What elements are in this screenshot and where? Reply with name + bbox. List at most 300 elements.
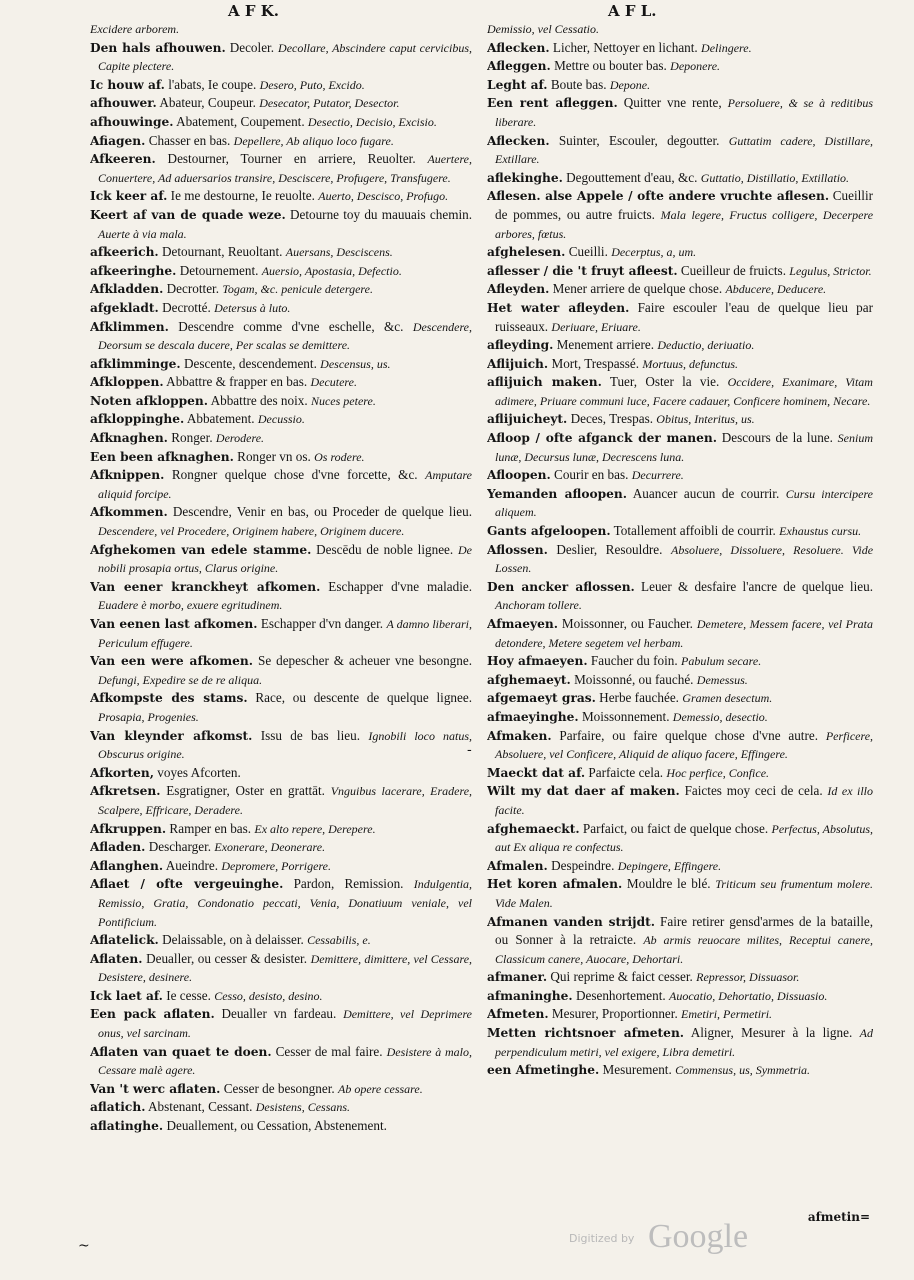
french-gloss: Aligner, Mesurer à la ligne. [690,1025,853,1041]
french-gloss: Eschapper d'vne maladie. [328,578,472,594]
dictionary-entry [90,392,472,411]
headword: aflatich. [90,1100,146,1115]
headword: afghemaeckt. [487,821,580,836]
latin-gloss: Auocatio, Dehortatio, Dissuasio. [668,988,828,1003]
dictionary-entry [487,727,873,764]
latin-gloss: Exonerare, Deonerare. [214,840,326,855]
headword: Metten richtsnoer afmeten. [487,1026,685,1041]
dictionary-entry [90,764,472,783]
french-gloss: Abstenant, Cessant. [148,1099,253,1115]
headword: aflesser / die 't fruyt afleest. [487,263,678,278]
headword: afgekladt. [90,300,159,315]
dictionary-entry [487,76,873,95]
dictionary-entry [487,336,873,355]
dictionary-entry [90,1098,472,1117]
headword: Afmaken. [487,728,552,743]
french-gloss: Abatement, Coupement. [176,113,305,129]
french-gloss: Faire retirer gensd'armes de la bataille, ou Sonner à la retraicte. [495,913,873,948]
dictionary-entry [487,1005,873,1024]
dictionary-entry [487,243,873,262]
french-gloss: Ronger. [171,430,213,446]
french-gloss: Decrotté. [162,299,211,315]
dictionary-entry [487,541,873,578]
french-gloss: Detourne toy du mauuais chemin. [289,206,472,222]
french-gloss: Ie cesse. [166,987,211,1003]
french-gloss: Esgratigner, Oster en grattāt. [166,783,325,799]
latin-gloss: Amputare aliquid forcipe. [98,468,472,501]
french-gloss: Suinter, Escouler, degoutter. [558,132,720,148]
dictionary-entry [90,299,472,318]
headword: Wilt my dat daer af maken. [487,784,680,799]
latin-gloss: Abducere, Deducere. [725,282,827,297]
french-gloss: Faictes moy ceci de cela. [684,783,823,799]
headword: een Afmetinghe. [487,1063,600,1078]
dictionary-entry [90,615,472,652]
french-gloss: Ronger vn os. [237,448,311,464]
latin-gloss: Id ex illo facite. [495,784,873,817]
headword: Aflaten van quaet te doen. [90,1044,272,1059]
headword: Aflaet / ofte vergeuinghe. [90,877,284,892]
french-gloss: Licher, Nettoyer en lichant. [552,39,698,55]
french-gloss: Delaissable, on à delaisser. [162,932,304,948]
french-gloss: Mesurer, Proportionner. [551,1006,678,1022]
headword: Aflijuich. [487,356,549,371]
latin-gloss: Gramen desectum. [682,691,773,706]
headword: Afkretsen. [90,784,161,799]
french-gloss: Courir en bas. [554,467,629,483]
dictionary-entry [487,57,873,76]
latin-gloss: Senium lunæ, Decursus lunæ, Decrescens luna. [495,431,873,464]
latin-gloss: Auersans, Desciscens. [285,245,393,260]
latin-gloss: Mortuus, defunctus. [642,356,738,371]
french-gloss: Mesurement. [602,1062,672,1078]
latin-gloss: Delingere. [701,40,752,55]
header-left: A F K. [228,2,279,20]
french-gloss: Parfaicte cela. [588,764,664,780]
headword: Ic houw af. [90,77,165,92]
dictionary-entry [487,782,873,819]
dictionary-entry [90,838,472,857]
french-gloss: Deualler vn fardeau. [221,1006,337,1022]
french-gloss: Deuallement, ou Cessation, Abstenement. [166,1118,387,1134]
latin-gloss: Desecator, Putator, Desector. [259,96,400,111]
headword: afkeeringhe. [90,263,177,278]
dictionary-entry [90,782,472,819]
latin-gloss: Defungi, Expedire se de re aliqua. [98,672,263,687]
google-watermark: Google [648,1218,749,1255]
dictionary-entry [90,280,472,299]
dictionary-entry [487,169,873,188]
french-gloss: Detournement. [179,262,259,278]
latin-gloss: Cessabilis, e. [307,933,371,948]
french-gloss: Degouttement d'eau, &c. [566,169,698,185]
latin-gloss: Euadere è morbo, exuere egritudinem. [98,598,283,613]
latin-gloss: Cursu intercipere aliquem. [495,486,873,520]
french-gloss: Parfaire, ou faire quelque chose d'vne autre. [559,727,819,743]
latin-gloss: Os rodere. [314,449,365,464]
headword: Afklimmen. [90,319,169,334]
latin-gloss: Descensus, us. [320,356,391,371]
latin-gloss: Ab opere cessare. [337,1081,423,1096]
headword: Een rent afleggen. [487,96,618,111]
headword: afmaninghe. [487,988,573,1003]
dictionary-entry [487,615,873,652]
headword: Afghekomen van edele stamme. [90,542,312,557]
latin-gloss: Ab armis reuocare milites, Receptui canere, Classicum canere, Auocare, Dehortari. [495,933,873,966]
latin-gloss: Demissio, vel Cessatio. [487,22,599,36]
french-gloss: Deslier, Resouldre. [556,541,663,557]
latin-gloss: Nuces petere. [310,393,376,408]
headword: Aflesen. alse Appele / ofte andere vruchte aflesen. [487,189,830,204]
dictionary-entry [487,94,873,131]
dictionary-entry [90,318,472,355]
french-gloss: Leuer & desfaire l'ancre de quelque lieu. [641,578,873,594]
french-gloss: l'abats, Ie coupe. [168,76,257,92]
headword: Afladen. [90,840,146,855]
dictionary-entry [90,466,472,503]
dictionary-entry [90,727,472,764]
dictionary-entry [487,820,873,857]
french-gloss: Pardon, Remission. [293,876,404,892]
french-gloss: Deces, Trespas. [570,411,653,427]
headword: Afkorten, [90,765,154,780]
headword: Van een were afkomen. [90,654,254,669]
dictionary-entry [90,820,472,839]
dictionary-entry [90,541,472,578]
headword: afmaeyinghe. [487,709,579,724]
french-gloss: Descharger. [148,839,212,855]
headword: Aflatelick. [90,933,159,948]
latin-gloss: Auerto, Descisco, Profugo. [318,189,449,204]
headword: Afmaeyen. [487,617,558,631]
latin-gloss: Depromere, Porrigere. [221,858,331,873]
header-right: A F L. [608,2,657,20]
latin-gloss: Decurrere. [631,468,684,483]
right-column [487,20,873,1230]
latin-gloss: Decerptus, a, um. [611,245,697,260]
dictionary-entry [487,187,873,243]
dictionary-entry [487,132,873,169]
headword: Afkompste des stams. [90,691,248,706]
dictionary-entry [487,466,873,485]
french-gloss: Faire escouler l'eau de quelque lieu par ruisseaux. [495,299,873,334]
latin-gloss: Decollare, Abscindere caput cervicibus, Capite plectere. [98,40,472,74]
french-gloss: Detournant, Reuoltant. [161,244,283,260]
headword: Afkloppen. [90,375,164,390]
latin-gloss: Obitus, Interitus, us. [656,412,755,427]
dictionary-entry [487,875,873,912]
dictionary-entry [487,652,873,671]
latin-gloss: Hoc perfice, Confice. [666,765,770,780]
headword: Ick keer af. [90,189,168,204]
latin-gloss: Descendere, vel Procedere, Originem habere, Originem ducere. [98,524,405,539]
latin-gloss: Commensus, us, Symmetria. [675,1063,811,1078]
french-gloss: Boute bas. [550,76,607,92]
dictionary-entry [90,243,472,262]
catchword: afmetin= [807,1210,870,1224]
dictionary-entry [487,689,873,708]
french-gloss: voyes Afcorten. [157,764,241,780]
headword: Aflossen. [487,542,548,557]
latin-gloss: Excidere arborem. [90,22,180,36]
dictionary-entry [487,485,873,522]
headword: Afiagen. [90,133,146,148]
french-gloss: Rongner quelque chose d'vne forcette, &c. [171,467,418,483]
latin-gloss: Decussio. [257,412,305,427]
headword: Van eener kranckheyt afkomen. [90,579,321,594]
french-gloss: Totallement affoibli de courrir. [613,523,776,539]
headword: afhouwinge. [90,114,174,129]
dictionary-entry [90,931,472,950]
headword: Den ancker aflossen. [487,579,635,594]
dictionary-entry [487,410,873,429]
margin-mark: ~ [78,1238,90,1254]
latin-gloss: Persoluere, & se à reditibus liberare. [495,96,873,129]
dictionary-entry [90,132,472,151]
latin-gloss: Perficere, Absoluere, vel Conficere, Aliquid de aliquo facere, Effingere. [495,728,873,762]
dictionary-entry [90,578,472,615]
digitized-by-label: Digitized by [569,1232,635,1245]
headword: Afknaghen. [90,431,168,446]
latin-gloss: Repressor, Dissuasor. [696,970,800,985]
dictionary-entry [487,39,873,58]
headword: Aflecken. [487,133,550,148]
latin-gloss: Demessus. [696,672,748,687]
latin-gloss: Cesso, desisto, desino. [214,988,323,1003]
headword: Afkladden. [90,282,164,297]
latin-gloss: Absoluere, Dissoluere, Resoluere. Vide Lossen. [495,542,873,576]
headword: Van 't werc aflaten. [90,1081,221,1096]
latin-gloss: De nobili prosapia ortus, Clarus origine. [98,542,472,576]
latin-gloss: Deriuare, Eriuare. [551,319,641,334]
latin-gloss: A damno liberari, Periculum effugere. [98,617,472,650]
latin-gloss: Exhaustus cursu. [779,524,862,539]
dictionary-entry [90,150,472,187]
dictionary-entry [90,987,472,1006]
headword: Gants afgeloopen. [487,524,611,539]
headword: Noten afkloppen. [90,393,209,408]
headword: afkeerich. [90,245,159,260]
french-gloss: Race, ou descente de quelque lignee. [255,690,472,706]
headword: Ick laet af. [90,988,163,1003]
dictionary-entry [90,1043,472,1080]
headword: afhouwer. [90,96,157,111]
latin-gloss: Demittere, dimittere, vel Cessare, Desistere, desinere. [98,951,472,985]
latin-gloss: Ignobili loco natus, Obscurus origine. [98,728,472,762]
latin-gloss: Legulus, Strictor. [789,263,872,278]
french-gloss: Abbattre des noix. [210,392,308,408]
french-gloss: Quitter vne rente, [623,95,722,111]
french-gloss: Descendre, Venir en bas, ou Proceder de quelque lieu. [172,504,472,520]
latin-gloss: Anchoram tollere. [495,598,582,613]
french-gloss: Qui reprime & faict cesser. [550,969,693,985]
latin-gloss: Auerte à via mala. [98,226,187,241]
french-gloss: Aueindre. [165,857,219,873]
french-gloss: Ie me destourne, Ie reuolte. [170,188,315,204]
headword: Hoy afmaeyen. [487,654,588,669]
dictionary-entry [487,764,873,783]
french-gloss: Parfaict, ou faict de quelque chose. [582,820,769,836]
dictionary-entry [90,1117,472,1136]
french-gloss: Moissonné, ou fauché. [574,671,694,687]
latin-gloss: Mala legere, Fructus colligere, Decerpere arbores, fœtus. [495,207,873,241]
left-column [90,20,472,1230]
french-gloss: Moissonnement. [581,708,670,724]
french-gloss: Decoler. [229,39,275,55]
headword: Afleyden. [487,282,550,297]
french-gloss: Mouldre le blé. [626,876,711,892]
latin-gloss: Desistens, Cessans. [255,1100,351,1115]
dictionary-entry [90,652,472,689]
dictionary-entry [487,578,873,615]
latin-gloss: Indulgentia, Remissio, Gratia, Condonatio peccati, Venia, Donatiuum veniale, vel Pontificium. [98,877,472,929]
french-gloss: Cueilleur de fruicts. [680,262,786,278]
headword: aflijuich maken. [487,375,602,390]
latin-gloss: Guttatim cadere, Distillare, Extillare. [495,133,873,167]
french-gloss: Mort, Trespassé. [551,355,640,371]
dictionary-entry [90,857,472,876]
french-gloss: Desenhortement. [575,987,666,1003]
latin-gloss: Pabulum secare. [681,654,762,669]
latin-gloss: Triticum seu frumentum molere. Vide Malen. [495,877,873,910]
latin-gloss: Derodere. [215,431,265,446]
french-gloss: Descente, descendement. [183,355,317,371]
dictionary-entry [487,857,873,876]
dictionary-entry [487,429,873,466]
dictionary-entry [487,987,873,1006]
french-gloss: Auancer aucun de courrir. [632,485,780,501]
dictionary-entry [487,913,873,969]
latin-gloss: Emetiri, Permetiri. [681,1007,773,1022]
headword: Leght af. [487,77,548,92]
french-gloss: Mener arriere de quelque chose. [552,281,723,297]
dictionary-entry [90,262,472,281]
french-gloss: Chasser en bas. [148,132,231,148]
dictionary-entry [487,671,873,690]
dictionary-entry [90,503,472,540]
french-gloss: Cueilli. [568,244,608,260]
french-gloss: Abbatement. [186,411,255,427]
headword: Afknippen. [90,468,165,483]
headword: aflekinghe. [487,170,563,185]
latin-gloss: Demittere, vel Deprimere onus, vel sarcinam. [98,1007,472,1041]
dictionary-entry [90,187,472,206]
headword: afghelesen. [487,245,566,260]
latin-gloss: Desectio, Decisio, Excisio. [307,114,437,129]
headword: aflatinghe. [90,1119,164,1134]
running-header [0,2,914,20]
headword: Yemanden afloopen. [487,486,628,501]
dictionary-entry [487,1061,873,1080]
dictionary-entry [90,113,472,132]
latin-gloss: Desistere à malo, Cessare malè agere. [98,1044,472,1078]
headword: Een been afknaghen. [90,449,234,464]
dictionary-entry [487,280,873,299]
headword: Afleggen. [487,59,551,74]
dictionary-entry [487,968,873,987]
headword: afghemaeyt. [487,672,571,687]
latin-gloss: Deductio, deriuatio. [657,338,755,353]
headword: Van eenen last afkomen. [90,617,258,631]
latin-gloss: Ex alto repere, Derepere. [254,821,376,836]
dictionary-entry [90,689,472,726]
latin-gloss: Ad perpendiculum metiri, vel exigere, Libra demetiri. [495,1026,873,1059]
french-gloss: Descēdu de noble lignee. [316,541,454,557]
dictionary-entry [90,39,472,76]
latin-gloss: Descendere, Deorsum se descala ducere, Per scalas se demittere. [98,319,472,353]
headword: Afloopen. [487,468,551,483]
french-gloss: Abbattre & frapper en bas. [166,374,308,390]
dictionary-entry [487,20,873,39]
latin-gloss: Demessio, desectio. [672,709,768,724]
headword: Afloop / ofte afganck der manen. [487,431,717,446]
headword: Afmeten. [487,1007,549,1022]
dictionary-entry [487,373,873,410]
dictionary-entry [90,875,472,931]
dictionary-entry [90,20,472,39]
headword: aflijuicheyt. [487,412,568,427]
latin-gloss: Detersus à luto. [214,300,291,315]
gutter-mark: - [467,742,472,758]
headword: Maeckt dat af. [487,765,586,780]
latin-gloss: Deponere. [670,59,721,74]
french-gloss: Ramper en bas. [169,820,252,836]
latin-gloss: Depellere, Ab aliquo loco fugare. [233,133,394,148]
dictionary-entry [90,1080,472,1099]
headword: Het water afleyden. [487,300,630,315]
french-gloss: Cueillir de pommes, ou autre fruicts. [495,188,873,222]
dictionary-entry [90,94,472,113]
french-gloss: Tuer, Oster la vie. [609,374,720,390]
french-gloss: Destourner, Tourner en arriere, Reuolter. [167,151,416,167]
french-gloss: Cesser de mal faire. [275,1043,383,1059]
french-gloss: Cesser de besongner. [223,1080,335,1096]
french-gloss: Descours de la lune. [721,430,833,446]
headword: Afkeeren. [90,152,156,167]
dictionary-entry [90,410,472,429]
latin-gloss: Auertere, Conuertere, Ad aduersarios transire, Desciscere, Profugere, Transfugere. [98,152,472,185]
latin-gloss: Depone. [609,77,651,92]
headword: Aflanghen. [90,858,164,873]
dictionary-entry [487,708,873,727]
dictionary-entry [487,1024,873,1061]
french-gloss: Mettre ou bouter bas. [554,58,667,74]
headword: afleyding. [487,338,554,353]
headword: Afkruppen. [90,821,167,836]
dictionary-entry [487,355,873,374]
dictionary-entry [90,950,472,987]
headword: Aflaten. [90,951,143,966]
dictionary-entry [487,522,873,541]
dictionary-entry [90,355,472,374]
headword: afmaner. [487,970,548,985]
french-gloss: Abateur, Coupeur. [159,95,256,111]
headword: afklimminge. [90,356,181,371]
french-gloss: Decrotter. [166,281,220,297]
headword: Afmanen vanden strijdt. [487,914,655,929]
latin-gloss: Desero, Puto, Excido. [259,77,365,92]
dictionary-entry [90,1005,472,1042]
latin-gloss: Perfectus, Absolutus, aut Ex aliqua re confectus. [495,821,873,855]
headword: Van kleynder afkomst. [90,728,253,743]
headword: Een pack aflaten. [90,1007,215,1022]
latin-gloss: Demetere, Messem facere, vel Prata detondere, Metere segetem vel herbam. [495,617,873,650]
dictionary-entry [90,448,472,467]
latin-gloss: Decutere. [310,375,357,390]
french-gloss: Menement arriere. [556,337,655,353]
french-gloss: Descendre comme d'vne eschelle, &c. [178,318,404,334]
latin-gloss: Depingere, Effingere. [617,858,722,873]
